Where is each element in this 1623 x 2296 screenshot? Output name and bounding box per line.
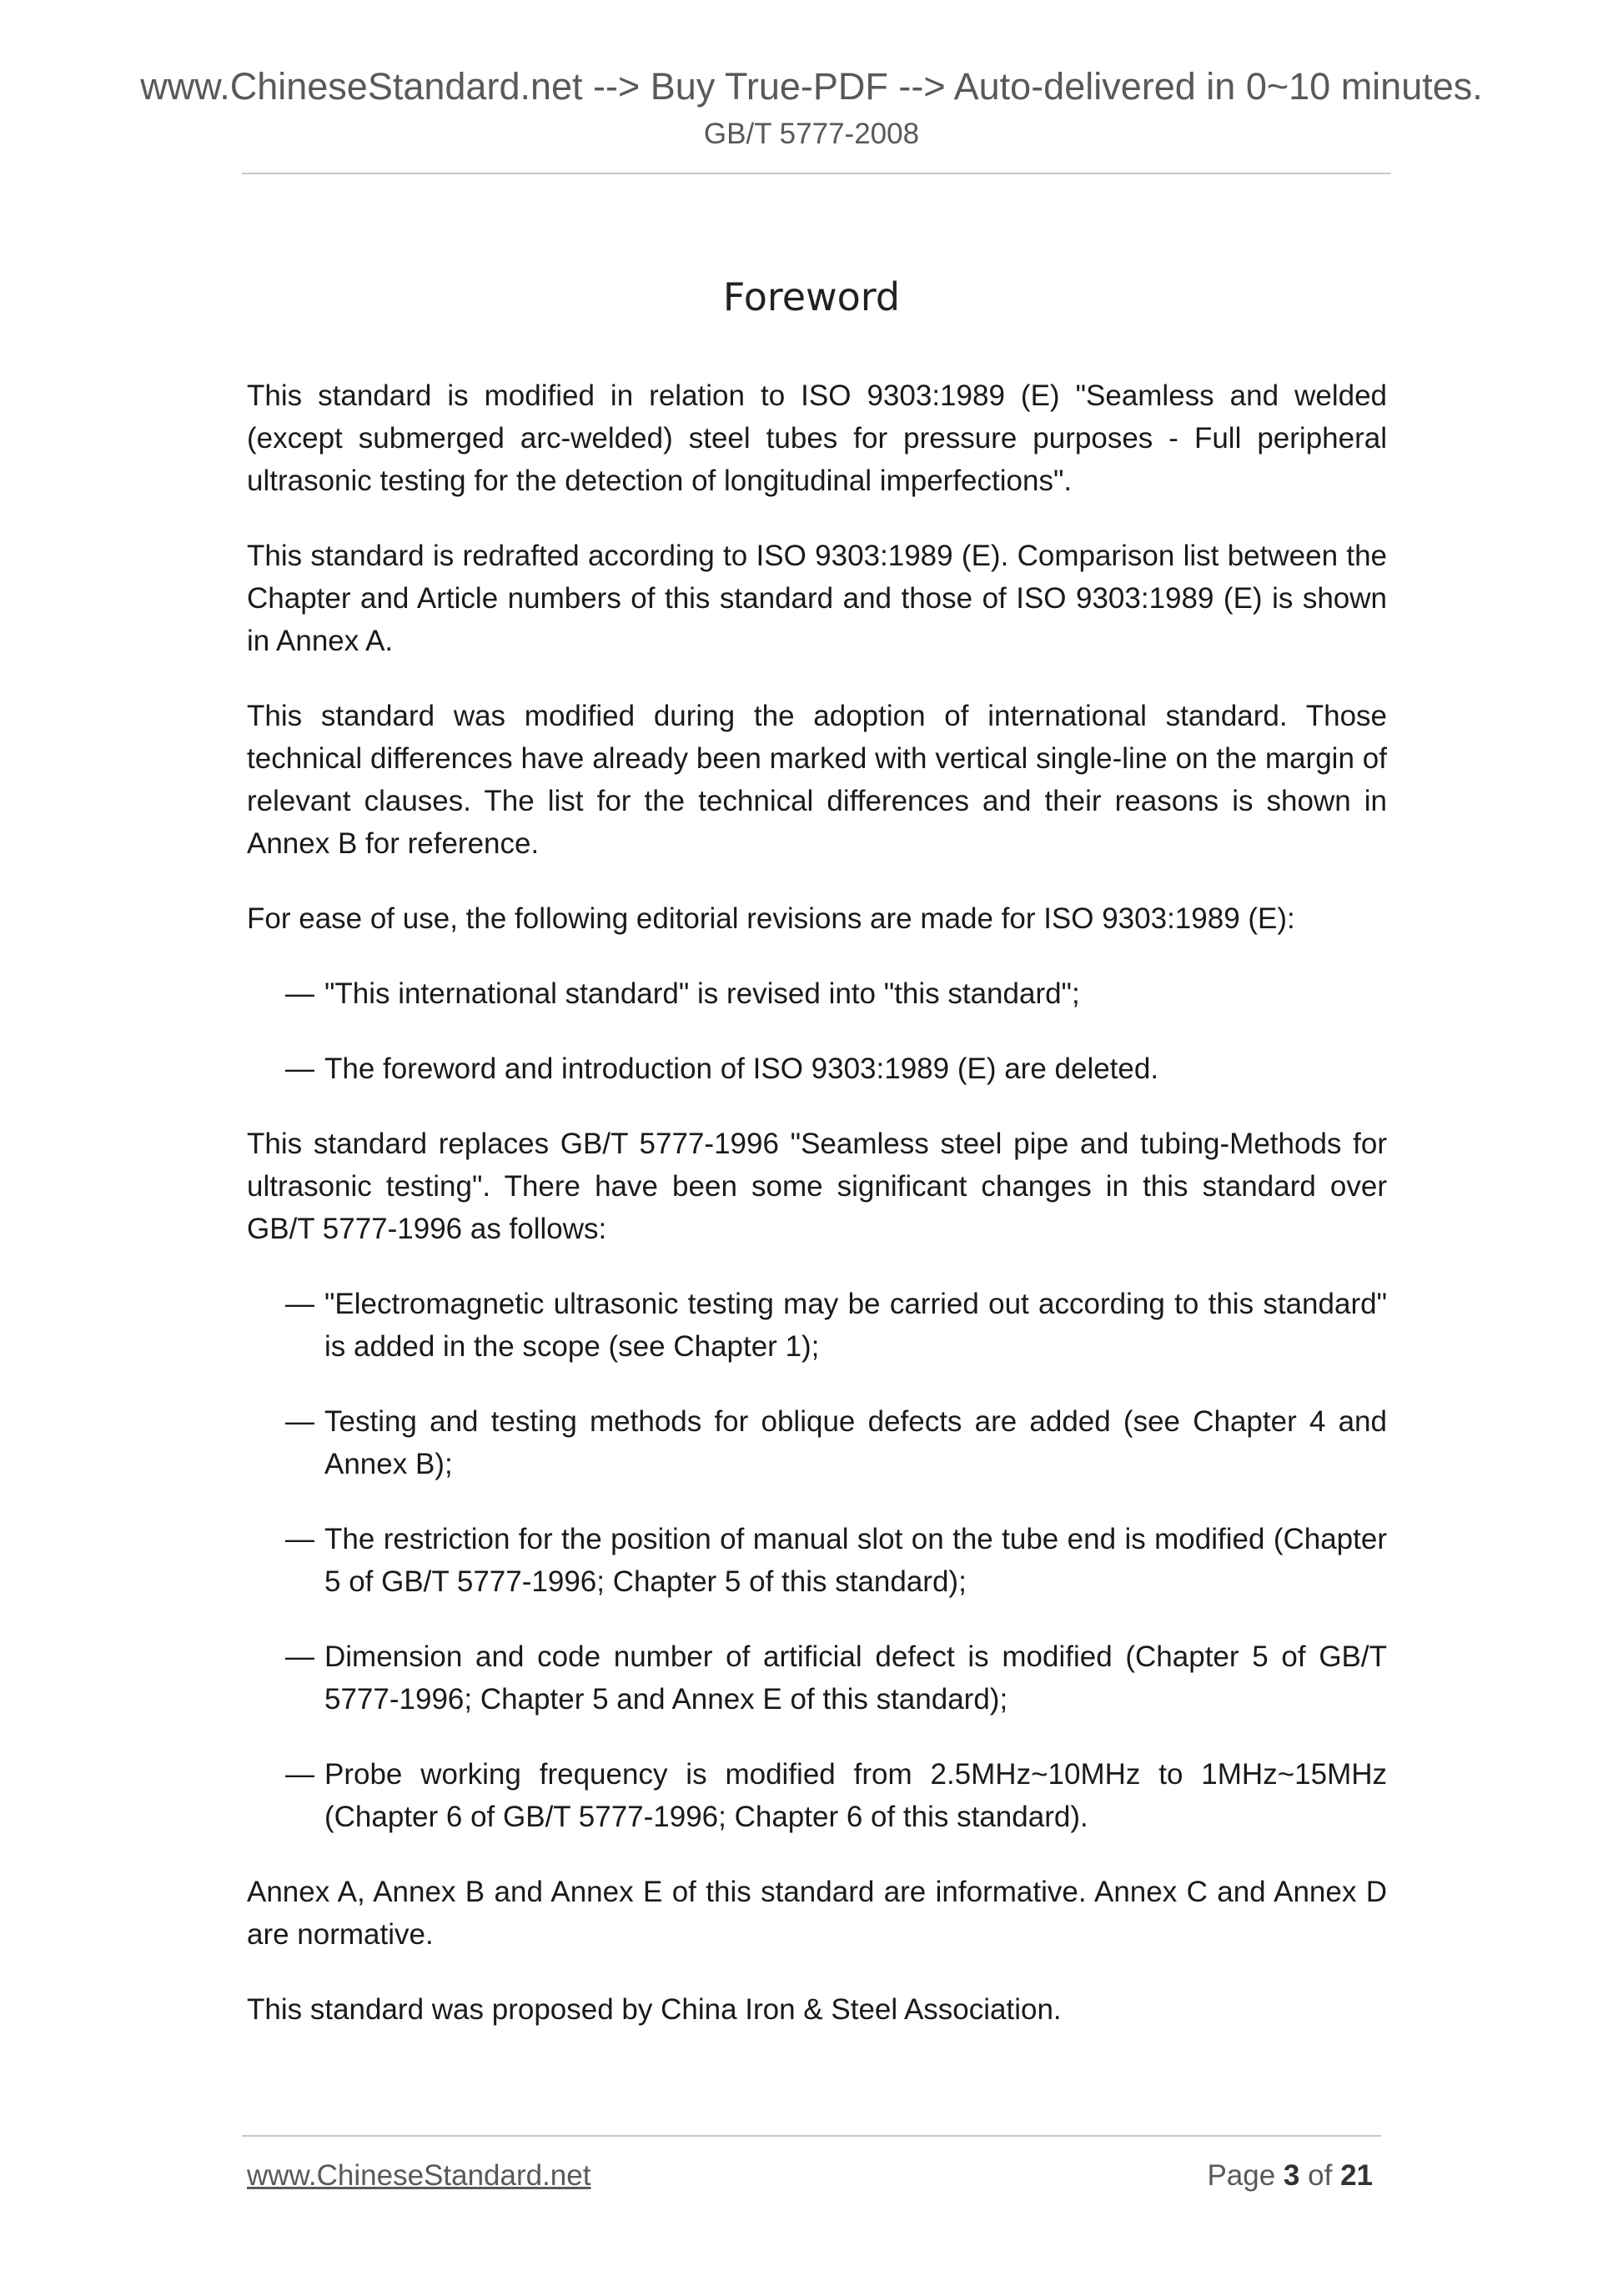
list-item-change [247, 1400, 1387, 1485]
list-item-text: Probe working frequency is modified from 2.5MHz~10MHz to 1MHz~15MHz (Chapter 6 of GB/T 5777-1996; Chapter 6 of this standard). [324, 1758, 1387, 1833]
list-item-text: "Electromagnetic ultrasonic testing may be carried out according to this standard" is added in the scope (see Chapter 1); [324, 1288, 1387, 1363]
paragraph-editorial-intro: For ease of use, the following editorial revisions are made for ISO 9303:1989 (E): [247, 902, 1295, 935]
footer-divider [242, 2135, 1381, 2137]
dash-bullet: — [285, 1053, 314, 1085]
page-current: 3 [1283, 2159, 1300, 2192]
standard-code: GB/T 5777-2008 [703, 118, 920, 150]
paragraph-modification: This standard is modified in relation to ISO 9303:1989 (E) "Seamless and welded (except submerged arc-welded) steel tubes for pressure purposes - Full peripheral ultrasonic testing for the detection of longitudinal imperfections". [247, 379, 1387, 497]
page-indicator [1207, 2158, 1373, 2193]
page-total: 21 [1340, 2159, 1373, 2192]
list-item-text: The restriction for the position of manual slot on the tube end is modified (Chapter 5 of GB/T 5777-1996; Chapter 5 of this standard); [324, 1523, 1387, 1598]
page-title: Foreword [722, 274, 901, 319]
footer-website-link[interactable]: www.ChineseStandard.net [247, 2159, 591, 2192]
list-item-change [247, 1635, 1387, 1721]
list-item-change [247, 1283, 1387, 1368]
paragraph-technical-differences: This standard was modified during the adoption of international standard. Those technical differences have already been marked with vertical single-line on the margin of relevant clauses. The list for the technical differences and their reasons is shown in Annex B for reference. [247, 700, 1387, 860]
dash-bullet: — [285, 977, 314, 1010]
list-item-change [247, 1753, 1387, 1838]
paragraph-replaces: This standard replaces GB/T 5777-1996 "Seamless steel pipe and tubing-Methods for ultrasonic testing". There have been some significant changes in this standard over GB/T 5777-1996 as follows: [247, 1128, 1387, 1245]
list-item-text: Testing and testing methods for oblique defects are added (see Chapter 4 and Annex B); [324, 1405, 1387, 1480]
list-item-text: Dimension and code number of artificial defect is modified (Chapter 5 of GB/T 5777-1996; Chapter 5 and Annex E of this standard); [324, 1640, 1387, 1716]
list-item-editorial [247, 972, 1387, 1015]
list-item-text: "This international standard" is revised into "this standard"; [324, 977, 1080, 1010]
page-of-label: of [1308, 2159, 1333, 2192]
dash-bullet: — [285, 1758, 314, 1791]
dash-bullet: — [285, 1288, 314, 1320]
page-label: Page [1207, 2159, 1276, 2192]
list-item-change [247, 1518, 1387, 1603]
list-item-text: The foreword and introduction of ISO 9303:1989 (E) are deleted. [324, 1053, 1159, 1085]
header-divider [242, 173, 1391, 174]
dash-bullet: — [285, 1640, 314, 1673]
paragraph-proposed-by: This standard was proposed by China Iron & Steel Association. [247, 1993, 1062, 2026]
header-banner: www.ChineseStandard.net --> Buy True-PDF --> Auto-delivered in 0~10 minutes. [140, 65, 1483, 108]
paragraph-annex-status: Annex A, Annex B and Annex E of this standard are informative. Annex C and Annex D are normative. [247, 1876, 1387, 1951]
dash-bullet: — [285, 1523, 314, 1555]
paragraph-redraft: This standard is redrafted according to ISO 9303:1989 (E). Comparison list between the Chapter and Article numbers of this standard and those of ISO 9303:1989 (E) is shown in Annex A. [247, 540, 1387, 657]
document-body [247, 374, 1387, 2063]
list-item-editorial [247, 1048, 1387, 1090]
dash-bullet: — [285, 1405, 314, 1438]
